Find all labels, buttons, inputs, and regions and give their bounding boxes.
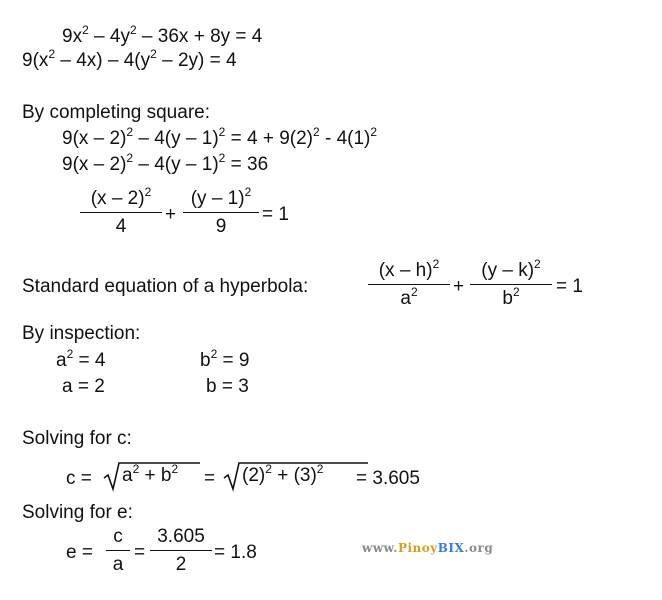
equals-one: = 1 [556, 276, 583, 297]
a-value: a = 2 [62, 376, 105, 397]
fraction-y-term: (y – 1)$^2$ 9 [183, 188, 259, 238]
heading-by-inspection: By inspection: [22, 323, 141, 344]
c-lhs: c = [66, 468, 92, 489]
plus-sign: + [165, 204, 177, 225]
fraction-c-over-a: c a [106, 526, 130, 576]
fraction-x-h-term: (x – h)$^2$ $a^2$ [368, 260, 450, 310]
watermark-logo: www.PinoyBIX.org [362, 541, 494, 555]
equals-sign: = [204, 468, 216, 489]
b-value: b = 3 [206, 376, 249, 397]
heading-completing-square: By completing square: [22, 102, 210, 123]
equals-sign: = [134, 542, 146, 563]
fraction-x-term: (x – 2)$^2$ 4 [80, 188, 162, 238]
radical-numbers: $(2)^2 + (3)^2$ [224, 462, 368, 488]
plus-sign: + [453, 276, 465, 297]
e-lhs: e = [66, 542, 93, 563]
fraction-value: 3.605 2 [150, 526, 212, 576]
c-result: = 3.605 [356, 468, 420, 489]
fraction-y-k-term: (y – k)$^2$ $b^2$ [470, 260, 552, 310]
equation-line-3: $9(x - 2)^2 - 4(y - 1)^2 = 4 + 9(2)^2 - 4(1)^2$ [62, 125, 378, 149]
heading-standard-equation: Standard equation of a hyperbola: [22, 276, 309, 297]
equation-line-2: $9(x^2 - 4x) - 4(y^2 - 2y) = 4$ [22, 47, 237, 71]
e-result: = 1.8 [214, 542, 257, 563]
b-squared-value: $b^2 = 9$ [200, 347, 250, 371]
equation-line-1: $9x^2 - 4y^2 - 36x + 8y = 4$ [62, 23, 263, 47]
equation-line-4: 9(x – 2)$^2$ – 4(y – 1)$^2$ = 36 [62, 151, 269, 175]
heading-solving-e: Solving for e: [22, 502, 133, 523]
radical-a-b: $a^2 + b^2$ [104, 462, 200, 488]
a-squared-value: $a^2 = 4$ [56, 347, 106, 371]
heading-solving-c: Solving for c: [22, 428, 132, 449]
equals-one: = 1 [262, 204, 289, 225]
